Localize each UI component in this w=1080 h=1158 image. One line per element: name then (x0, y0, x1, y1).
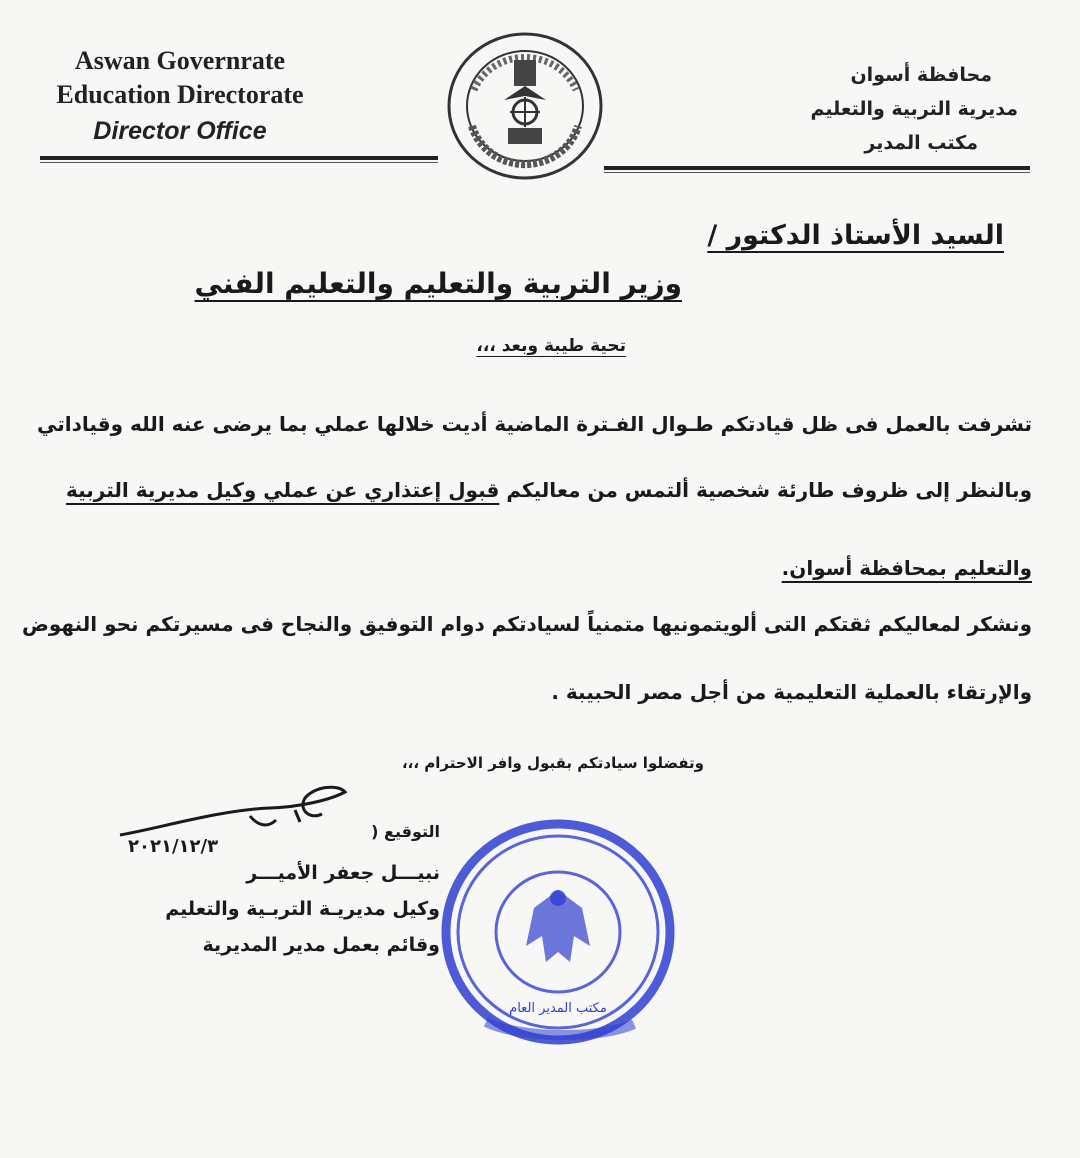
header-ar-office: مكتب المدير (864, 132, 978, 154)
signature-date: ٢٠٢١/١٢/٣ (128, 836, 219, 857)
body-line-2 (66, 478, 1032, 502)
ministry-emblem-icon (444, 30, 606, 182)
header-ar-governorate: محافظة أسوان (850, 64, 992, 86)
signatory-role-1: وكيل مديريـة التربـية والتعليم (165, 898, 440, 920)
signature-label: التوقيع ( (371, 822, 440, 841)
addressee-name: وزير التربية والتعليم والتعليم الفني (194, 267, 682, 300)
header-ar-directorate: مديرية التربية والتعليم (810, 98, 1018, 120)
body-line-2-underlined: قبول إعتذاري عن عملي وكيل مديرية التربية (65, 478, 500, 502)
signatory-role-2: وقائم بعمل مدير المديرية (202, 934, 440, 956)
header-en-governorate: Aswan Governrate (74, 46, 286, 75)
header-en-office: Director Office (93, 117, 267, 145)
closing-line: وتفضلوا سيادتكم بقبول وافر الاحترام ،،، (401, 754, 704, 772)
header-rule-right-thin (604, 172, 1030, 173)
header-rule-right (604, 166, 1030, 170)
greeting: تحية طيبة وبعد ،،، (476, 336, 626, 356)
english-header (30, 44, 330, 150)
body-line-3-text: والتعليم بمحافظة أسوان. (781, 556, 1032, 580)
signatory-name: نبيـــل جعفر الأميـــر (246, 862, 440, 884)
stamp-text: مكتب المدير العام (509, 1001, 607, 1016)
header-rule-left-thin (40, 162, 438, 163)
body-line-3 (782, 556, 1032, 580)
body-line-4: ونشكر لمعاليكم ثقتكم التى ألويتمونيها متمنياً لسيادتكم دوام التوفيق والنجاح فى مسيرتكم نحو النهوض (21, 612, 1032, 636)
arabic-header (738, 58, 1018, 160)
body-line-5: والإرتقاء بالعملية التعليمية من أجل مصر الحبيبة . (551, 680, 1032, 704)
official-seal-stamp-icon (438, 812, 678, 1052)
body-line-1: تشرفت بالعمل فى ظل قيادتكم طـوال الفـترة الماضية أديت خلالها عملي بما يرضى عنه الله وقياداتي (36, 412, 1032, 436)
header-en-directorate: Education Directorate (56, 80, 304, 109)
body-line-2-prefix: وبالنظر إلى ظروف طارئة شخصية ألتمس من معاليكم (499, 478, 1032, 502)
handwritten-signature-icon (100, 780, 360, 860)
header-rule-left (40, 156, 438, 160)
addressee-title: السيد الأستاذ الدكتور / (707, 220, 1004, 251)
